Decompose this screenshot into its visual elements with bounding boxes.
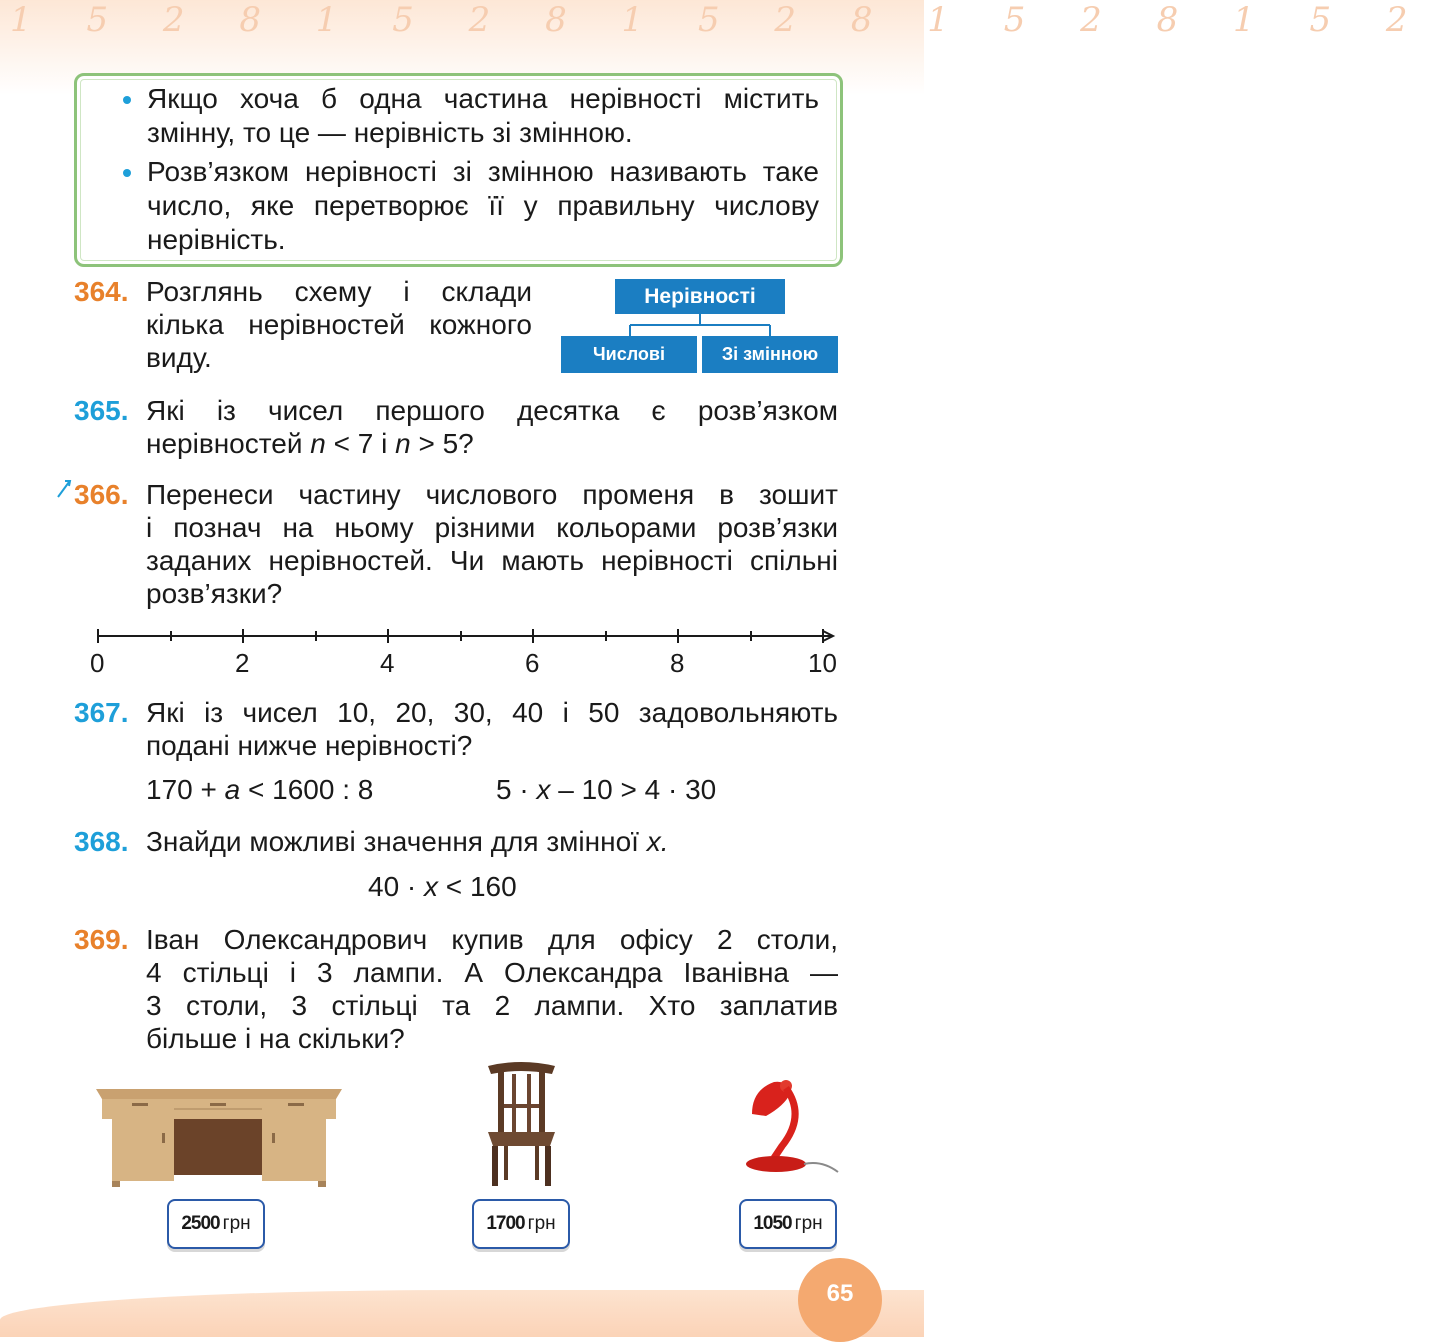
- desk-image: [92, 1085, 347, 1190]
- task-line: кілька нерівностей кожного: [146, 309, 532, 340]
- price-tag-desk: 2500 грн: [167, 1199, 265, 1249]
- chair-image: [484, 1060, 559, 1188]
- task-number: 364.: [74, 276, 129, 307]
- rule-line: число, яке перетворює її у правильну числову: [147, 190, 819, 221]
- task-line: виду.: [146, 342, 212, 373]
- pencil-icon: [55, 478, 73, 500]
- task-line: 3 столи, 3 стільці та 2 лампи. Хто заплатив: [146, 990, 838, 1021]
- task-line: подані нижче нерівності?: [146, 730, 473, 761]
- task-line: нерівностей n < 7 і n > 5?: [146, 428, 474, 459]
- task-number: 365.: [74, 395, 129, 426]
- rule-line: Розв’язком нерівності зі змінною називають таке: [147, 156, 819, 187]
- scheme-variable: Зі змінною: [702, 336, 838, 373]
- lamp-image: [744, 1076, 840, 1178]
- ray-label: 6: [525, 648, 540, 678]
- rule-line: нерівність.: [147, 224, 286, 255]
- task-364-text: [146, 275, 532, 374]
- task-367-text: [146, 696, 838, 762]
- task-366-text: [146, 478, 838, 610]
- inequality-3: 40 · x < 160: [368, 871, 517, 902]
- ray-label: 8: [670, 648, 685, 678]
- task-line: більше і на скільки?: [146, 1023, 405, 1054]
- rule-item-2: [147, 155, 819, 257]
- task-number: 366.: [74, 479, 129, 510]
- rule-line: змінну, то це — нерівність зі змінною.: [147, 117, 633, 148]
- scheme-numeric: Числові: [561, 336, 697, 373]
- task-line: 4 стільці і 3 лампи. А Олександра Іванівна —: [146, 957, 838, 988]
- task-line: заданих нерівностей. Чи мають нерівності спільні: [146, 545, 838, 576]
- task-line: Які із чисел 10, 20, 30, 40 і 50 задовольняють: [146, 697, 838, 728]
- scheme-root: Нерівності: [615, 279, 785, 314]
- task-369-text: [146, 923, 838, 1055]
- task-number: 367.: [74, 697, 129, 728]
- task-line: Іван Олександрович купив для офісу 2 столи,: [146, 924, 838, 955]
- task-365-text: [146, 394, 838, 460]
- page-number: 65: [798, 1258, 882, 1342]
- task-line: розв’язки?: [146, 578, 283, 609]
- ray-label: 10: [808, 648, 837, 678]
- price-tag-chair: 1700 грн: [472, 1199, 570, 1249]
- inequality-1: 170 + a < 1600 : 8: [146, 774, 374, 805]
- task-line: Перенеси частину числового променя в зошит: [146, 479, 838, 510]
- rule-item-1: [147, 82, 819, 150]
- ray-label: 4: [380, 648, 395, 678]
- scheme-connector: [600, 313, 800, 338]
- task-line: і познач на ньому різними кольорами розв’язки: [146, 512, 838, 543]
- ray-label: 0: [90, 648, 105, 678]
- task-line: Які із чисел першого десятка є розв’язком: [146, 395, 838, 426]
- bullet-icon: [123, 96, 131, 104]
- task-number: 369.: [74, 924, 129, 955]
- rule-box: [74, 73, 843, 267]
- task-number: 368.: [74, 826, 129, 857]
- inequality-2: 5 · x – 10 > 4 · 30: [496, 774, 717, 805]
- header-decoration: 1 5 2 8 1 5 2 8 1 5 2 8 1 5 2 8 1 5 2: [10, 0, 1430, 40]
- task-line: Розглянь схему і склади: [146, 276, 532, 307]
- ray-label: 2: [235, 648, 250, 678]
- footer-band: [0, 1290, 924, 1337]
- bullet-icon: [123, 169, 131, 177]
- rule-line: Якщо хоча б одна частина нерівності містить: [147, 83, 819, 114]
- number-ray: [90, 624, 840, 648]
- price-tag-lamp: 1050 грн: [739, 1199, 837, 1249]
- task-368-text: Знайди можливі значення для змінної x.: [146, 826, 669, 857]
